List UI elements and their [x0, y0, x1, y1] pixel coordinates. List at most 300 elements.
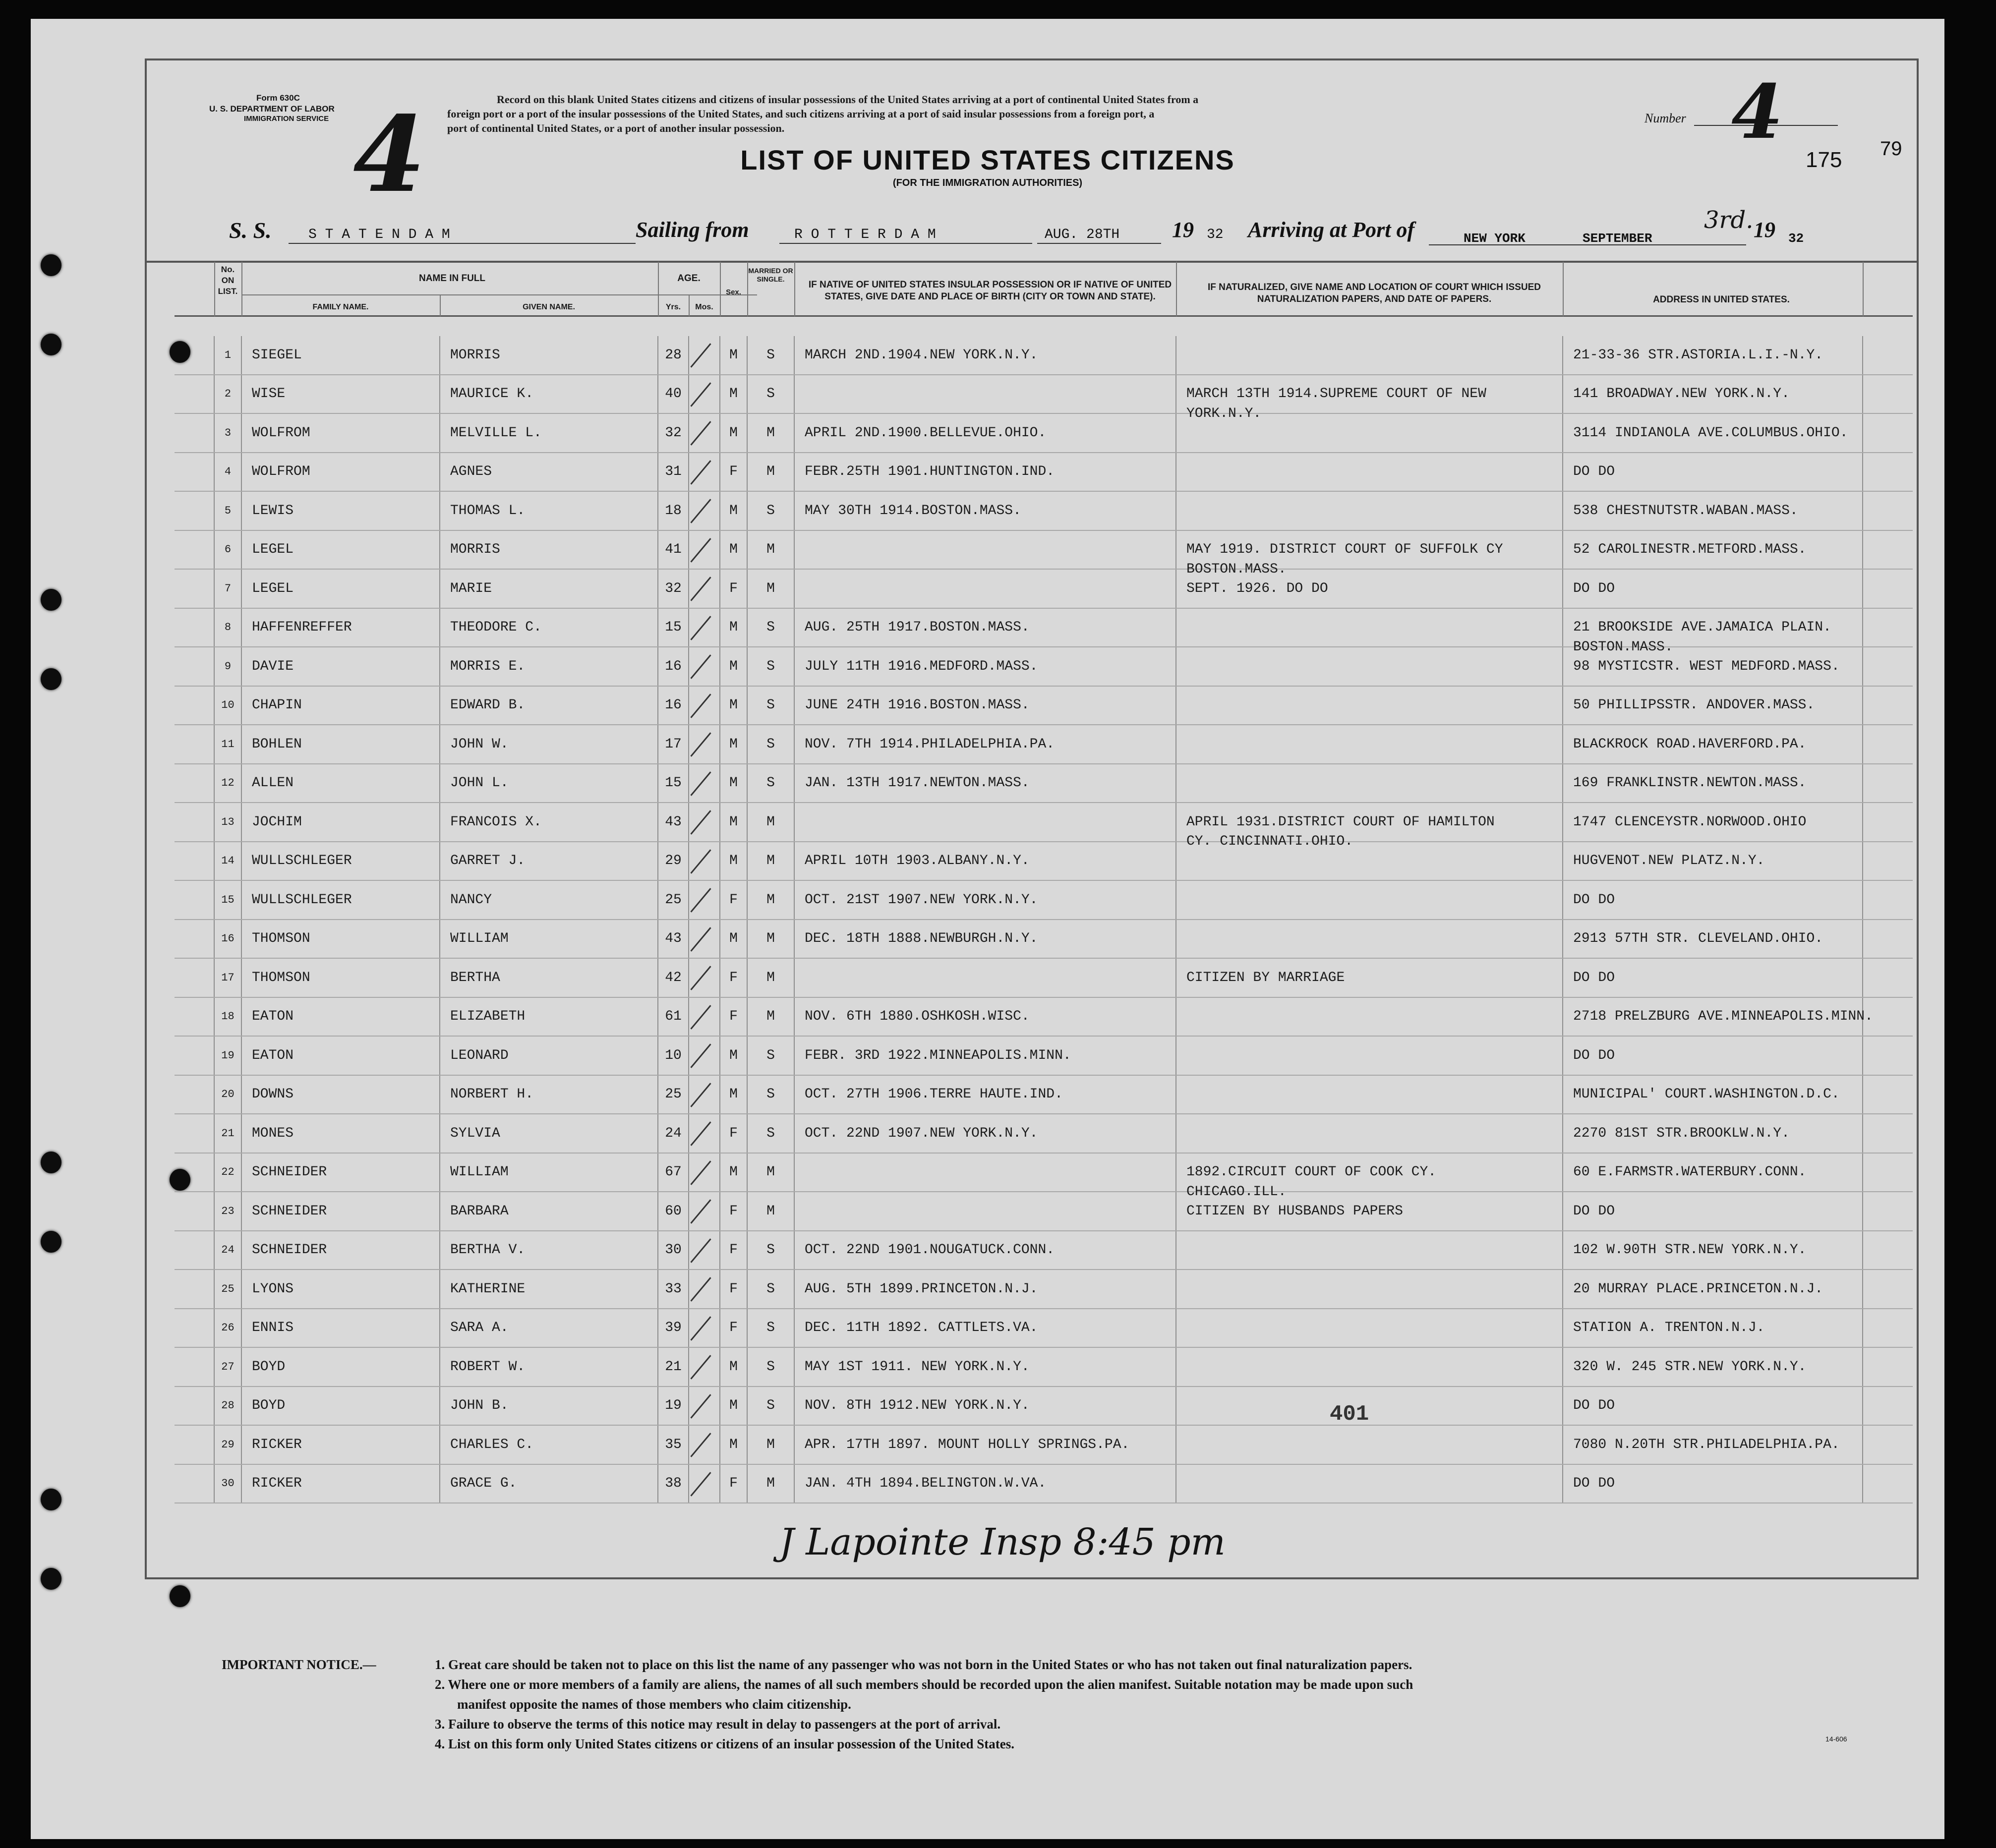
marital-status-cell [747, 1309, 794, 1348]
birth-info: NOV. 6TH 1880.OSHKOSH.WISC. [805, 1009, 1030, 1025]
address: DO DO [1573, 1398, 1615, 1414]
age-months-cell [689, 1192, 720, 1231]
sex: F [729, 464, 738, 480]
sex-cell [720, 375, 747, 414]
check-mark [690, 966, 711, 990]
birth-info-cell [794, 997, 1176, 1037]
naturalization-info-cell [1176, 1231, 1563, 1270]
form-title: LIST OF UNITED STATES CITIZENS [740, 144, 1235, 175]
sex-cell [720, 1309, 747, 1348]
birth-info: NOV. 7TH 1914.PHILADELPHIA.PA. [805, 736, 1055, 752]
birth-info-cell [794, 375, 1176, 414]
birth-info: OCT. 27TH 1906.TERRE HAUTE.IND. [805, 1087, 1063, 1102]
manifest-sheet [31, 19, 1944, 1839]
blank-cell [175, 997, 214, 1037]
naturalization-info-cell [1176, 958, 1563, 997]
blank-cell [1863, 1036, 1913, 1075]
row-number: 28 [221, 1399, 235, 1412]
family-name: EATON [252, 1047, 294, 1063]
family-name: JOCHIM [252, 814, 302, 830]
family-name-cell [241, 1036, 440, 1075]
marital-status-cell [747, 530, 794, 570]
naturalization-info-cell [1176, 997, 1563, 1037]
check-mark [690, 888, 711, 912]
family-name-cell [241, 608, 440, 647]
age-years: 43 [665, 814, 682, 830]
family-name-cell [241, 336, 440, 375]
address: 50 PHILLIPSSTR. ANDOVER.MASS. [1573, 697, 1815, 713]
table-row [175, 1464, 1913, 1503]
sex: M [729, 386, 738, 402]
age-years-cell [658, 1075, 689, 1114]
blank-cell [1863, 1309, 1913, 1348]
row-number-cell [214, 608, 241, 647]
sex: M [729, 775, 738, 791]
marital-status: M [766, 853, 775, 869]
birth-info-cell [794, 608, 1176, 647]
family-name: LEGEL [252, 542, 294, 558]
marital-status-cell [747, 803, 794, 842]
given-name: MELVILLE L. [450, 425, 542, 441]
row-number: 2 [224, 388, 232, 401]
age-years-cell [658, 1425, 689, 1464]
row-number-cell [214, 997, 241, 1037]
age-months-cell [689, 1153, 720, 1192]
address-cell [1563, 1153, 1863, 1192]
given-name: MORRIS E. [450, 658, 526, 674]
naturalization-info-cell [1176, 1347, 1563, 1386]
table-row [175, 842, 1913, 881]
notice-item: 1. Great care should be taken not to place on this list the name of any passenger who was not born in the United States or who has not taken out final naturalization papers. [435, 1657, 1412, 1672]
address: 98 MYSTICSTR. WEST MEDFORD.MASS. [1573, 658, 1840, 674]
blank-cell [1863, 1153, 1913, 1192]
age-years: 39 [665, 1320, 682, 1336]
service-name: IMMIGRATION SERVICE [244, 115, 329, 123]
marital-status: M [766, 425, 775, 441]
sex: M [729, 736, 738, 752]
header-divider [1863, 262, 1864, 316]
given-name-cell [440, 1425, 658, 1464]
address: 21 BROOKSIDE AVE.JAMAICA PLAIN. [1573, 620, 1831, 635]
family-name: ALLEN [252, 775, 294, 791]
naturalization-info: SEPT. 1926. DO DO [1186, 580, 1328, 596]
birth-info-cell [794, 1036, 1176, 1075]
blank-cell [175, 1036, 214, 1075]
marital-status: M [766, 892, 775, 908]
birth-info: JAN. 4TH 1894.BELINGTON.W.VA. [805, 1476, 1047, 1492]
birth-info-cell [794, 842, 1176, 881]
marital-status-cell [747, 1270, 794, 1309]
age-years-cell [658, 1114, 689, 1153]
sex-cell [720, 764, 747, 803]
naturalization-info: MAY 1919. DISTRICT COURT OF SUFFOLK CY [1186, 542, 1503, 558]
marital-status-cell [747, 880, 794, 920]
blank-cell [1863, 413, 1913, 453]
birth-info-cell [794, 413, 1176, 453]
naturalization-info-cell [1176, 647, 1563, 686]
age-months-cell [689, 375, 720, 414]
given-name-cell [440, 1153, 658, 1192]
family-name-cell [241, 1386, 440, 1426]
age-years-cell [658, 1464, 689, 1503]
birth-info-cell [794, 1347, 1176, 1386]
marital-status: M [766, 970, 775, 985]
table-row [175, 1153, 1913, 1192]
check-mark [690, 616, 711, 640]
blank-cell [1863, 1386, 1913, 1426]
age-months-cell [689, 569, 720, 608]
row-number: 21 [221, 1127, 235, 1140]
age-years-cell [658, 608, 689, 647]
address: 2913 57TH STR. CLEVELAND.OHIO. [1573, 931, 1823, 947]
sex: M [729, 1164, 738, 1180]
given-name-cell [440, 1386, 658, 1426]
address: 21-33-36 STR.ASTORIA.L.I.-N.Y. [1573, 347, 1823, 363]
given-name-cell [440, 413, 658, 453]
naturalization-info: CITIZEN BY MARRIAGE [1186, 970, 1345, 985]
naturalization-info-cell [1176, 1114, 1563, 1153]
header-divider [689, 294, 690, 316]
row-number-cell [214, 725, 241, 764]
given-name: SARA A. [450, 1320, 509, 1336]
sex: M [729, 425, 738, 441]
marital-status: S [766, 658, 775, 674]
sex-cell [720, 1425, 747, 1464]
age-years-cell [658, 530, 689, 570]
family-name-cell [241, 530, 440, 570]
given-name: THOMAS L. [450, 503, 526, 519]
given-name-cell [440, 530, 658, 570]
sex: M [729, 620, 738, 635]
port-from: R O T T E R D A M [794, 227, 936, 242]
sailing-label: Sailing from [636, 218, 749, 242]
marital-status-cell [747, 569, 794, 608]
sex: F [729, 1009, 738, 1025]
given-name-cell [440, 764, 658, 803]
blank-cell [1863, 1192, 1913, 1231]
naturalization-info-cell [1176, 842, 1563, 881]
family-name: HAFFENREFFER [252, 620, 352, 635]
age-years-cell [658, 336, 689, 375]
marital-status-cell [747, 764, 794, 803]
birth-info-cell [794, 336, 1176, 375]
row-number-cell [214, 491, 241, 530]
age-months-cell [689, 842, 720, 881]
blank-cell [1863, 491, 1913, 530]
address: 169 FRANKLINSTR.NEWTON.MASS. [1573, 775, 1807, 791]
address: 1747 CLENCEYSTR.NORWOOD.OHIO [1573, 814, 1807, 830]
birth-info-cell [794, 1464, 1176, 1503]
marital-status-cell [747, 997, 794, 1037]
blank-cell [1863, 1464, 1913, 1503]
age-years: 19 [665, 1398, 682, 1414]
marital-status-cell [747, 453, 794, 492]
age-years-cell [658, 842, 689, 881]
check-mark [690, 849, 711, 873]
birth-info: FEBR.25TH 1901.HUNTINGTON.IND. [805, 464, 1055, 480]
age-years: 10 [665, 1047, 682, 1063]
age-months-cell [689, 1231, 720, 1270]
row-number: 29 [221, 1438, 235, 1451]
age-years: 41 [665, 542, 682, 558]
address: HUGVENOT.NEW PLATZ.N.Y. [1573, 853, 1765, 869]
notice-item: manifest opposite the names of those members who claim citizenship. [457, 1697, 851, 1712]
address: 52 CAROLINESTR.METFORD.MASS. [1573, 542, 1807, 558]
age-years-cell [658, 997, 689, 1037]
sex-cell [720, 803, 747, 842]
family-name-cell [241, 647, 440, 686]
family-name: MONES [252, 1125, 294, 1141]
sex: M [729, 814, 738, 830]
header-no-on-list: No. ON LIST. [218, 265, 238, 296]
blank-cell [1863, 1425, 1913, 1464]
age-months-cell [689, 336, 720, 375]
punch-hole [170, 1585, 190, 1607]
birth-info-cell [794, 880, 1176, 920]
address-cell [1563, 1114, 1863, 1153]
address-cell [1563, 920, 1863, 959]
blank-cell [175, 1075, 214, 1114]
marital-status: S [766, 736, 775, 752]
age-months-cell [689, 1075, 720, 1114]
header-age: AGE. [677, 273, 701, 284]
family-name-cell [241, 1309, 440, 1348]
sex: F [729, 580, 738, 596]
table-row [175, 764, 1913, 803]
row-number: 3 [224, 426, 232, 439]
punch-hole [41, 1568, 61, 1590]
birth-info: MAY 30TH 1914.BOSTON.MASS. [805, 503, 1021, 519]
punch-hole [41, 668, 61, 690]
given-name-cell [440, 375, 658, 414]
sex: F [729, 1203, 738, 1219]
marital-status: M [766, 1476, 775, 1492]
birth-info: FEBR. 3RD 1922.MINNEAPOLIS.MINN. [805, 1047, 1071, 1063]
address: 320 W. 245 STR.NEW YORK.N.Y. [1573, 1359, 1807, 1375]
row-number: 4 [224, 465, 232, 478]
family-name-cell [241, 569, 440, 608]
sex-cell [720, 880, 747, 920]
given-name-cell [440, 920, 658, 959]
age-months-cell [689, 725, 720, 764]
blank-cell [1863, 336, 1913, 375]
check-mark [690, 382, 711, 406]
page-number: 175 [1806, 148, 1842, 172]
sail-date: AUG. 28TH [1045, 227, 1120, 242]
row-number-cell [214, 1075, 241, 1114]
naturalization-info-continued: CHICAGO.ILL. [1186, 1184, 1287, 1200]
row-number: 9 [224, 660, 232, 673]
table-row [175, 1386, 1913, 1426]
birth-info: OCT. 21ST 1907.NEW YORK.N.Y. [805, 892, 1038, 908]
age-months-cell [689, 803, 720, 842]
address: DO DO [1573, 970, 1615, 985]
blank-cell [175, 1347, 214, 1386]
family-name: WISE [252, 386, 286, 402]
sex: F [729, 892, 738, 908]
address: DO DO [1573, 1203, 1615, 1219]
sex: M [729, 931, 738, 947]
address-cell [1563, 1075, 1863, 1114]
given-name-cell [440, 336, 658, 375]
instruction-line: Record on this blank United States citizens and citizens of insular possessions of the United States arriving at a port of continental United States from a [497, 93, 1199, 106]
family-name: DOWNS [252, 1087, 294, 1102]
family-name-cell [241, 1192, 440, 1231]
page-number-edge: 79 [1880, 138, 1902, 160]
birth-info-cell [794, 1270, 1176, 1309]
sex-cell [720, 958, 747, 997]
age-months-cell [689, 764, 720, 803]
row-number-cell [214, 764, 241, 803]
given-name: JOHN B. [450, 1398, 509, 1414]
punch-hole [41, 1231, 61, 1253]
age-years-cell [658, 453, 689, 492]
arrive-year: 32 [1788, 231, 1804, 246]
sex-cell [720, 1036, 747, 1075]
family-name-cell [241, 1075, 440, 1114]
sex-cell [720, 686, 747, 725]
row-number-cell [214, 803, 241, 842]
naturalization-info-cell [1176, 491, 1563, 530]
age-months-cell [689, 453, 720, 492]
marital-status: S [766, 775, 775, 791]
row-number-cell [214, 1347, 241, 1386]
stamp-number: 401 [1330, 1402, 1369, 1427]
birth-info: JAN. 13TH 1917.NEWTON.MASS. [805, 775, 1030, 791]
given-name: ROBERT W. [450, 1359, 526, 1375]
age-years-cell [658, 958, 689, 997]
table-row [175, 1270, 1913, 1309]
marital-status: M [766, 1009, 775, 1025]
sex: M [729, 697, 738, 713]
birth-info: APRIL 2ND.1900.BELLEVUE.OHIO. [805, 425, 1047, 441]
punch-hole [41, 334, 61, 355]
arrive-day: 3rd. [1704, 206, 1754, 234]
blank-cell [175, 1464, 214, 1503]
header-divider [440, 294, 441, 316]
address-cell [1563, 1425, 1863, 1464]
marital-status: S [766, 1398, 775, 1414]
blank-cell [1863, 958, 1913, 997]
family-name-cell [241, 725, 440, 764]
marital-status: M [766, 1164, 775, 1180]
marital-status: S [766, 1087, 775, 1102]
sex: F [729, 970, 738, 985]
family-name: THOMSON [252, 931, 310, 947]
row-number-cell [214, 920, 241, 959]
naturalization-info-cell [1176, 530, 1563, 577]
address: DO DO [1573, 1047, 1615, 1063]
check-mark [690, 421, 711, 445]
family-name: THOMSON [252, 970, 310, 985]
ship-name: S T A T E N D A M [308, 227, 450, 242]
address-cell [1563, 725, 1863, 764]
age-years-cell [658, 1386, 689, 1426]
age-months-cell [689, 1386, 720, 1426]
sex-cell [720, 1075, 747, 1114]
marital-status-cell [747, 1192, 794, 1231]
sex-cell [720, 336, 747, 375]
naturalization-info-continued: CY. CINCINNATI.OHIO. [1186, 834, 1353, 849]
given-name: CHARLES C. [450, 1437, 534, 1452]
arrive-year-prefix: 19 [1754, 218, 1775, 242]
marital-status-cell [747, 1075, 794, 1114]
blank-cell [175, 413, 214, 453]
sex: M [729, 503, 738, 519]
sail-date-underline [1037, 243, 1161, 244]
table-row [175, 453, 1913, 492]
table-row [175, 1425, 1913, 1464]
birth-info-cell [794, 764, 1176, 803]
check-mark [690, 1121, 711, 1146]
given-name-cell [440, 1114, 658, 1153]
family-name-cell [241, 1425, 440, 1464]
punch-hole [41, 1489, 61, 1510]
row-number-cell [214, 1192, 241, 1231]
important-notice [222, 1655, 1907, 1754]
sex: M [729, 1087, 738, 1102]
notice-heading: IMPORTANT NOTICE.— [222, 1657, 376, 1672]
naturalization-info-cell [1176, 453, 1563, 492]
family-name-cell [241, 958, 440, 997]
age-years: 21 [665, 1359, 682, 1375]
birth-info-cell [794, 958, 1176, 997]
header-sex: Sex. [726, 288, 741, 296]
check-mark [690, 1160, 711, 1185]
header-divider [720, 262, 721, 316]
form-subtitle: (FOR THE IMMIGRATION AUTHORITIES) [892, 177, 1083, 188]
marital-status-cell [747, 491, 794, 530]
header-address: ADDRESS IN UNITED STATES. [1653, 294, 1790, 305]
header-yrs: Yrs. [665, 303, 681, 311]
notice-item: 4. List on this form only United States citizens or citizens of an insular possession of the United States. [435, 1736, 1015, 1751]
address-cell [1563, 569, 1863, 608]
blank-cell [175, 1153, 214, 1192]
family-name-cell [241, 880, 440, 920]
blank-cell [1863, 530, 1913, 570]
sex-cell [720, 1347, 747, 1386]
sail-year: 32 [1207, 227, 1224, 242]
sex: F [729, 1281, 738, 1297]
port-from-underline [779, 243, 1032, 244]
age-years-cell [658, 491, 689, 530]
check-mark [690, 1355, 711, 1379]
age-years-cell [658, 1153, 689, 1192]
blank-cell [1863, 920, 1913, 959]
address-cell [1563, 375, 1863, 414]
family-name-cell [241, 1114, 440, 1153]
family-name-cell [241, 453, 440, 492]
age-years: 16 [665, 697, 682, 713]
blank-cell [175, 1386, 214, 1426]
address: STATION A. TRENTON.N.J. [1573, 1320, 1765, 1336]
family-name: BOHLEN [252, 736, 302, 752]
header-place-of-birth: IF NATIVE OF UNITED STATES INSULAR POSSESSION OR IF NATIVE OF UNITED STATES, GIVE DATE AND PLACE OF BIRTH (CITY OR TOWN AND STATE). [808, 280, 1172, 302]
naturalization-info-cell [1176, 375, 1563, 421]
given-name: WILLIAM [450, 1164, 509, 1180]
sex-cell [720, 1231, 747, 1270]
row-number: 13 [221, 815, 235, 828]
row-number: 6 [224, 543, 232, 556]
naturalization-info-cell [1176, 920, 1563, 959]
blank-cell [175, 1114, 214, 1153]
table-row [175, 920, 1913, 959]
blank-cell [1863, 375, 1913, 414]
row-number-cell [214, 1153, 241, 1192]
row-number: 12 [221, 777, 235, 790]
blank-cell [175, 1231, 214, 1270]
blank-cell [175, 530, 214, 570]
